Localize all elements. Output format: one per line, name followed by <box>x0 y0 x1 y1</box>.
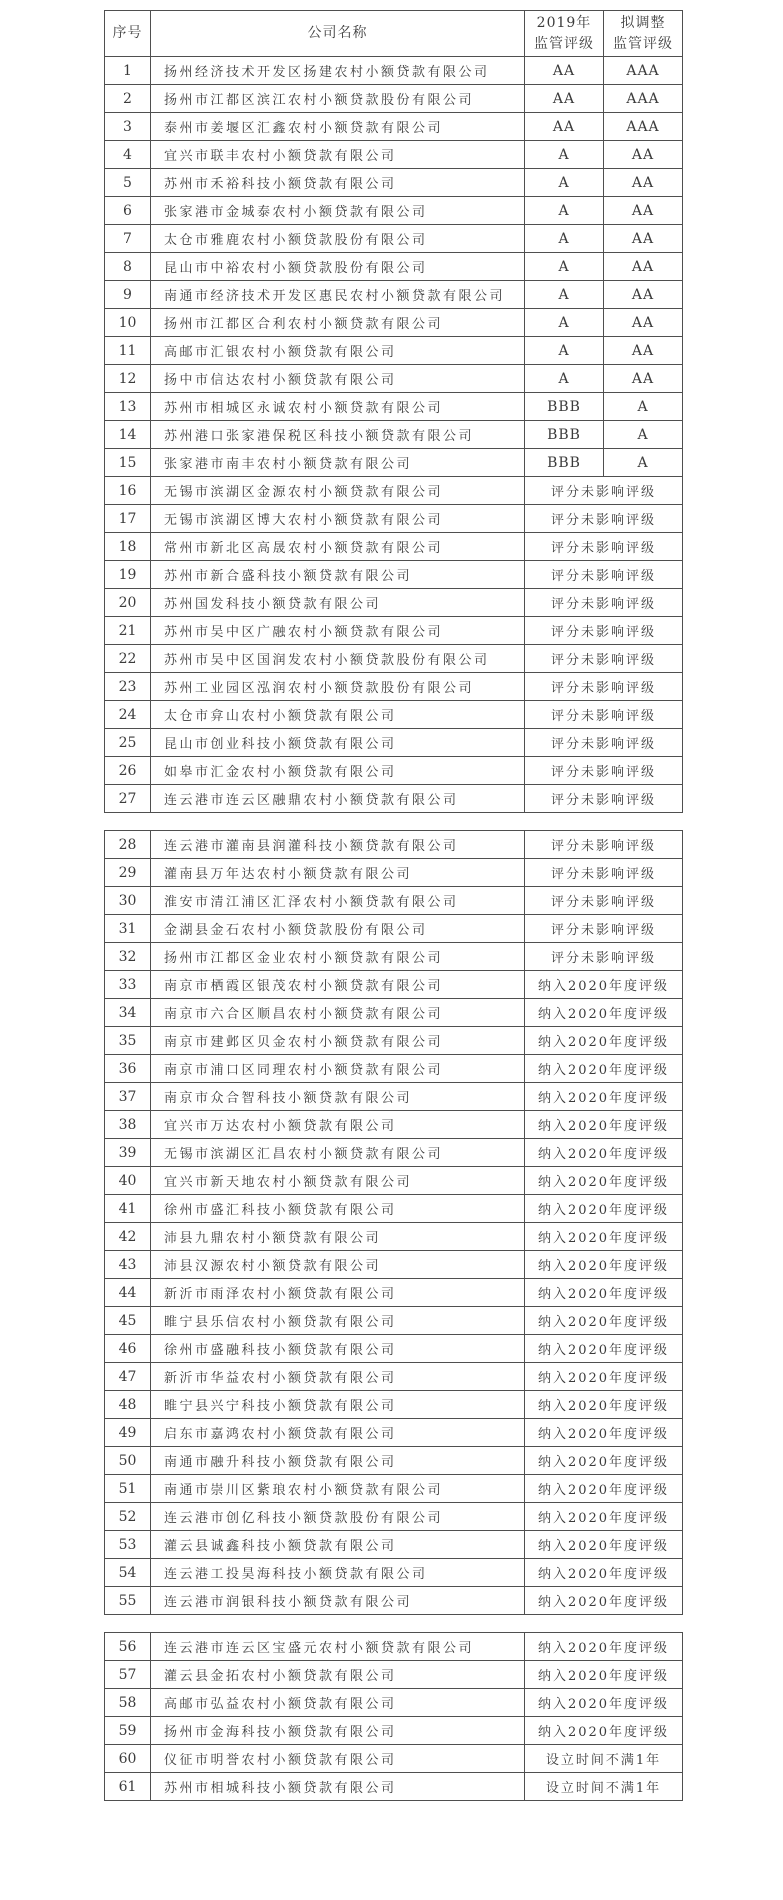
row-rating-note: 纳入2020年度评级 <box>525 1717 683 1745</box>
row-seq: 46 <box>105 1335 151 1363</box>
table-row <box>105 999 683 1027</box>
row-seq: 48 <box>105 1391 151 1419</box>
row-company-name: 南京市浦口区同理农村小额贷款有限公司 <box>151 1055 525 1083</box>
row-seq: 17 <box>105 505 151 533</box>
row-rating-note: 评分未影响评级 <box>525 645 683 673</box>
row-company-name: 苏州市吴中区广融农村小额贷款有限公司 <box>151 617 525 645</box>
row-company-name: 如皋市汇金农村小额贷款有限公司 <box>151 757 525 785</box>
row-seq: 36 <box>105 1055 151 1083</box>
rating-table-segment-1 <box>104 10 683 813</box>
row-rating-2019: A <box>525 253 604 281</box>
rating-table-segment-2 <box>104 830 683 1615</box>
table-row <box>105 1559 683 1587</box>
rating-table-segment-3 <box>104 1632 683 1801</box>
table-row <box>105 1167 683 1195</box>
row-company-name: 扬州市江都区合利农村小额贷款有限公司 <box>151 309 525 337</box>
row-rating-proposed: AA <box>604 281 683 309</box>
row-seq: 23 <box>105 673 151 701</box>
header-line: 2019年 <box>536 15 592 32</box>
row-seq: 28 <box>105 831 151 859</box>
table-row <box>105 1661 683 1689</box>
row-seq: 35 <box>105 1027 151 1055</box>
table-row <box>105 253 683 281</box>
row-rating-proposed: AA <box>604 169 683 197</box>
row-rating-note: 纳入2020年度评级 <box>525 1027 683 1055</box>
row-company-name: 南京市建邺区贝金农村小额贷款有限公司 <box>151 1027 525 1055</box>
row-rating-note: 纳入2020年度评级 <box>525 1083 683 1111</box>
table-row <box>105 1391 683 1419</box>
table-row <box>105 757 683 785</box>
table-row <box>105 1633 683 1661</box>
row-rating-note: 纳入2020年度评级 <box>525 1531 683 1559</box>
table-row <box>105 1027 683 1055</box>
row-seq: 12 <box>105 365 151 393</box>
row-seq: 15 <box>105 449 151 477</box>
row-company-name: 昆山市中裕农村小额贷款股份有限公司 <box>151 253 525 281</box>
row-company-name: 宜兴市新天地农村小额贷款有限公司 <box>151 1167 525 1195</box>
row-rating-note: 纳入2020年度评级 <box>525 1661 683 1689</box>
row-seq: 18 <box>105 533 151 561</box>
row-seq: 22 <box>105 645 151 673</box>
row-seq: 32 <box>105 943 151 971</box>
row-seq: 56 <box>105 1633 151 1661</box>
col-header-company: 公司名称 <box>151 11 525 57</box>
row-seq: 7 <box>105 225 151 253</box>
row-rating-2019: AA <box>525 85 604 113</box>
row-seq: 27 <box>105 785 151 813</box>
row-rating-note: 纳入2020年度评级 <box>525 1633 683 1661</box>
row-company-name: 常州市新北区高晟农村小额贷款有限公司 <box>151 533 525 561</box>
table-row <box>105 85 683 113</box>
row-company-name: 启东市嘉鸿农村小额贷款有限公司 <box>151 1419 525 1447</box>
row-rating-proposed: AA <box>604 365 683 393</box>
row-rating-note: 评分未影响评级 <box>525 617 683 645</box>
row-company-name: 无锡市滨湖区汇昌农村小额贷款有限公司 <box>151 1139 525 1167</box>
table-row <box>105 1335 683 1363</box>
row-rating-2019: A <box>525 309 604 337</box>
row-seq: 43 <box>105 1251 151 1279</box>
table-row <box>105 887 683 915</box>
table-row <box>105 337 683 365</box>
table-row <box>105 477 683 505</box>
table-row <box>105 449 683 477</box>
row-rating-note: 纳入2020年度评级 <box>525 1475 683 1503</box>
row-seq: 3 <box>105 113 151 141</box>
row-rating-note: 评分未影响评级 <box>525 561 683 589</box>
row-company-name: 泰州市姜堰区汇鑫农村小额贷款有限公司 <box>151 113 525 141</box>
row-company-name: 徐州市盛汇科技小额贷款有限公司 <box>151 1195 525 1223</box>
row-seq: 6 <box>105 197 151 225</box>
row-seq: 54 <box>105 1559 151 1587</box>
row-company-name: 仪征市明誉农村小额贷款有限公司 <box>151 1745 525 1773</box>
row-seq: 14 <box>105 421 151 449</box>
table-row <box>105 225 683 253</box>
row-rating-note: 纳入2020年度评级 <box>525 1307 683 1335</box>
row-rating-note: 评分未影响评级 <box>525 785 683 813</box>
row-rating-note: 评分未影响评级 <box>525 943 683 971</box>
table-row <box>105 971 683 999</box>
row-rating-proposed: A <box>604 421 683 449</box>
row-seq: 13 <box>105 393 151 421</box>
row-company-name: 苏州市禾裕科技小额贷款有限公司 <box>151 169 525 197</box>
row-company-name: 沛县汉源农村小额贷款有限公司 <box>151 1251 525 1279</box>
table-row <box>105 645 683 673</box>
row-rating-proposed: AAA <box>604 85 683 113</box>
row-rating-2019: A <box>525 365 604 393</box>
col-header-proposed-rating <box>604 11 683 57</box>
row-rating-proposed: AA <box>604 337 683 365</box>
row-rating-2019: AA <box>525 113 604 141</box>
table-row <box>105 1587 683 1615</box>
row-company-name: 无锡市滨湖区博大农村小额贷款有限公司 <box>151 505 525 533</box>
row-seq: 38 <box>105 1111 151 1139</box>
row-company-name: 南京市六合区顺昌农村小额贷款有限公司 <box>151 999 525 1027</box>
row-company-name: 扬州市江都区滨江农村小额贷款股份有限公司 <box>151 85 525 113</box>
row-rating-note: 纳入2020年度评级 <box>525 1139 683 1167</box>
row-company-name: 无锡市滨湖区金源农村小额贷款有限公司 <box>151 477 525 505</box>
row-rating-note: 纳入2020年度评级 <box>525 1055 683 1083</box>
row-company-name: 扬中市信达农村小额贷款有限公司 <box>151 365 525 393</box>
row-rating-proposed: A <box>604 449 683 477</box>
row-company-name: 扬州市金海科技小额贷款有限公司 <box>151 1717 525 1745</box>
row-company-name: 徐州市盛融科技小额贷款有限公司 <box>151 1335 525 1363</box>
row-rating-note: 纳入2020年度评级 <box>525 1111 683 1139</box>
row-company-name: 南通市经济技术开发区惠民农村小额贷款有限公司 <box>151 281 525 309</box>
row-company-name: 连云港市连云区融鼎农村小额贷款有限公司 <box>151 785 525 813</box>
table-row <box>105 1251 683 1279</box>
row-seq: 2 <box>105 85 151 113</box>
row-rating-note: 纳入2020年度评级 <box>525 1223 683 1251</box>
row-seq: 11 <box>105 337 151 365</box>
row-rating-note: 纳入2020年度评级 <box>525 1559 683 1587</box>
row-rating-proposed: AAA <box>604 57 683 85</box>
row-company-name: 张家港市南丰农村小额贷款有限公司 <box>151 449 525 477</box>
row-seq: 29 <box>105 859 151 887</box>
table-row <box>105 1689 683 1717</box>
col-header-seq: 序号 <box>105 11 151 57</box>
row-company-name: 淮安市清江浦区汇泽农村小额贷款有限公司 <box>151 887 525 915</box>
row-rating-note: 纳入2020年度评级 <box>525 1195 683 1223</box>
table-row <box>105 1195 683 1223</box>
header-row <box>105 11 683 57</box>
row-seq: 58 <box>105 1689 151 1717</box>
row-company-name: 宜兴市万达农村小额贷款有限公司 <box>151 1111 525 1139</box>
table-row <box>105 169 683 197</box>
row-company-name: 金湖县金石农村小额贷款股份有限公司 <box>151 915 525 943</box>
row-seq: 49 <box>105 1419 151 1447</box>
table-row <box>105 915 683 943</box>
row-rating-2019: AA <box>525 57 604 85</box>
row-seq: 16 <box>105 477 151 505</box>
table-row <box>105 831 683 859</box>
row-rating-note: 纳入2020年度评级 <box>525 1587 683 1615</box>
row-rating-2019: A <box>525 197 604 225</box>
row-rating-proposed: AA <box>604 309 683 337</box>
table-row <box>105 1307 683 1335</box>
row-company-name: 连云港市灌南县润灌科技小额贷款有限公司 <box>151 831 525 859</box>
table-row <box>105 57 683 85</box>
row-company-name: 南京市众合智科技小额贷款有限公司 <box>151 1083 525 1111</box>
row-rating-note: 评分未影响评级 <box>525 505 683 533</box>
table-row <box>105 197 683 225</box>
row-company-name: 太仓市雅鹿农村小额贷款股份有限公司 <box>151 225 525 253</box>
row-rating-note: 评分未影响评级 <box>525 589 683 617</box>
row-rating-note: 评分未影响评级 <box>525 757 683 785</box>
table-row <box>105 785 683 813</box>
row-company-name: 连云港市创亿科技小额贷款股份有限公司 <box>151 1503 525 1531</box>
row-rating-note: 评分未影响评级 <box>525 915 683 943</box>
row-company-name: 苏州市相城区永诚农村小额贷款有限公司 <box>151 393 525 421</box>
row-seq: 9 <box>105 281 151 309</box>
row-rating-proposed: AA <box>604 141 683 169</box>
table-row <box>105 1111 683 1139</box>
table-row <box>105 393 683 421</box>
row-rating-2019: A <box>525 225 604 253</box>
row-rating-note: 评分未影响评级 <box>525 729 683 757</box>
row-rating-note: 评分未影响评级 <box>525 477 683 505</box>
row-rating-2019: BBB <box>525 449 604 477</box>
row-seq: 42 <box>105 1223 151 1251</box>
table-row <box>105 701 683 729</box>
row-company-name: 连云港市润银科技小额贷款有限公司 <box>151 1587 525 1615</box>
row-rating-2019: BBB <box>525 421 604 449</box>
row-rating-proposed: A <box>604 393 683 421</box>
row-seq: 21 <box>105 617 151 645</box>
table-row <box>105 141 683 169</box>
row-company-name: 高邮市汇银农村小额贷款有限公司 <box>151 337 525 365</box>
table-row <box>105 943 683 971</box>
row-company-name: 高邮市弘益农村小额贷款有限公司 <box>151 1689 525 1717</box>
row-company-name: 张家港市金城泰农村小额贷款有限公司 <box>151 197 525 225</box>
table-row <box>105 729 683 757</box>
row-seq: 51 <box>105 1475 151 1503</box>
table-row <box>105 1503 683 1531</box>
row-rating-note: 纳入2020年度评级 <box>525 1335 683 1363</box>
table-row <box>105 617 683 645</box>
col-header-rating-2019 <box>525 11 604 57</box>
row-seq: 31 <box>105 915 151 943</box>
table-row <box>105 309 683 337</box>
row-rating-note: 纳入2020年度评级 <box>525 1447 683 1475</box>
row-seq: 57 <box>105 1661 151 1689</box>
row-seq: 19 <box>105 561 151 589</box>
row-seq: 55 <box>105 1587 151 1615</box>
row-company-name: 睢宁县乐信农村小额贷款有限公司 <box>151 1307 525 1335</box>
row-rating-note: 评分未影响评级 <box>525 859 683 887</box>
row-company-name: 苏州市相城科技小额贷款有限公司 <box>151 1773 525 1801</box>
row-rating-note: 纳入2020年度评级 <box>525 1167 683 1195</box>
table-row <box>105 673 683 701</box>
row-rating-2019: A <box>525 337 604 365</box>
row-company-name: 新沂市华益农村小额贷款有限公司 <box>151 1363 525 1391</box>
table-row <box>105 281 683 309</box>
row-rating-note: 评分未影响评级 <box>525 831 683 859</box>
row-rating-note: 设立时间不满1年 <box>525 1773 683 1801</box>
row-seq: 59 <box>105 1717 151 1745</box>
table-row <box>105 1773 683 1801</box>
row-seq: 40 <box>105 1167 151 1195</box>
row-seq: 8 <box>105 253 151 281</box>
table-row <box>105 1531 683 1559</box>
row-company-name: 扬州经济技术开发区扬建农村小额贷款有限公司 <box>151 57 525 85</box>
row-company-name: 昆山市创业科技小额贷款有限公司 <box>151 729 525 757</box>
row-rating-2019: A <box>525 169 604 197</box>
row-seq: 30 <box>105 887 151 915</box>
table-row <box>105 421 683 449</box>
row-seq: 39 <box>105 1139 151 1167</box>
row-company-name: 南京市栖霞区银茂农村小额贷款有限公司 <box>151 971 525 999</box>
table-row <box>105 1717 683 1745</box>
row-company-name: 宜兴市联丰农村小额贷款有限公司 <box>151 141 525 169</box>
table-row <box>105 1223 683 1251</box>
row-seq: 34 <box>105 999 151 1027</box>
table-row <box>105 533 683 561</box>
row-rating-2019: A <box>525 141 604 169</box>
row-rating-note: 纳入2020年度评级 <box>525 971 683 999</box>
table-row <box>105 1745 683 1773</box>
row-rating-note: 纳入2020年度评级 <box>525 1391 683 1419</box>
row-rating-note: 评分未影响评级 <box>525 701 683 729</box>
table-row <box>105 1363 683 1391</box>
table-row <box>105 859 683 887</box>
row-rating-note: 纳入2020年度评级 <box>525 999 683 1027</box>
row-seq: 61 <box>105 1773 151 1801</box>
table-row <box>105 1475 683 1503</box>
header-line: 监管评级 <box>534 35 594 52</box>
row-company-name: 连云港工投昊海科技小额贷款有限公司 <box>151 1559 525 1587</box>
row-seq: 52 <box>105 1503 151 1531</box>
row-rating-note: 纳入2020年度评级 <box>525 1503 683 1531</box>
table-row <box>105 589 683 617</box>
row-company-name: 扬州市江都区金业农村小额贷款有限公司 <box>151 943 525 971</box>
row-company-name: 新沂市雨泽农村小额贷款有限公司 <box>151 1279 525 1307</box>
row-seq: 53 <box>105 1531 151 1559</box>
row-seq: 5 <box>105 169 151 197</box>
row-seq: 47 <box>105 1363 151 1391</box>
table-row <box>105 1447 683 1475</box>
row-company-name: 南通市融升科技小额贷款有限公司 <box>151 1447 525 1475</box>
row-company-name: 苏州工业园区泓润农村小额贷款股份有限公司 <box>151 673 525 701</box>
row-company-name: 灌云县金拓农村小额贷款有限公司 <box>151 1661 525 1689</box>
table-row <box>105 561 683 589</box>
row-seq: 44 <box>105 1279 151 1307</box>
row-seq: 10 <box>105 309 151 337</box>
table-row <box>105 1419 683 1447</box>
row-seq: 50 <box>105 1447 151 1475</box>
row-rating-note: 纳入2020年度评级 <box>525 1251 683 1279</box>
row-rating-note: 纳入2020年度评级 <box>525 1689 683 1717</box>
row-seq: 37 <box>105 1083 151 1111</box>
row-seq: 26 <box>105 757 151 785</box>
table-row <box>105 1083 683 1111</box>
row-rating-note: 评分未影响评级 <box>525 533 683 561</box>
table-row <box>105 1055 683 1083</box>
row-company-name: 连云港市连云区宝盛元农村小额贷款有限公司 <box>151 1633 525 1661</box>
row-seq: 1 <box>105 57 151 85</box>
row-company-name: 太仓市弇山农村小额贷款有限公司 <box>151 701 525 729</box>
row-rating-2019: A <box>525 281 604 309</box>
row-company-name: 南通市崇川区紫琅农村小额贷款有限公司 <box>151 1475 525 1503</box>
row-seq: 4 <box>105 141 151 169</box>
table-row <box>105 1139 683 1167</box>
table-row <box>105 113 683 141</box>
row-seq: 20 <box>105 589 151 617</box>
row-company-name: 苏州市吴中区国润发农村小额贷款股份有限公司 <box>151 645 525 673</box>
table-row <box>105 365 683 393</box>
row-rating-note: 评分未影响评级 <box>525 887 683 915</box>
row-company-name: 苏州国发科技小额贷款有限公司 <box>151 589 525 617</box>
row-rating-note: 纳入2020年度评级 <box>525 1419 683 1447</box>
row-company-name: 苏州港口张家港保税区科技小额贷款有限公司 <box>151 421 525 449</box>
row-company-name: 苏州市新合盛科技小额贷款有限公司 <box>151 561 525 589</box>
table-row <box>105 505 683 533</box>
row-rating-proposed: AA <box>604 253 683 281</box>
row-rating-proposed: AAA <box>604 113 683 141</box>
header-line: 监管评级 <box>613 35 673 52</box>
row-company-name: 沛县九鼎农村小额贷款有限公司 <box>151 1223 525 1251</box>
row-seq: 45 <box>105 1307 151 1335</box>
table-row <box>105 1279 683 1307</box>
row-rating-2019: BBB <box>525 393 604 421</box>
row-rating-note: 评分未影响评级 <box>525 673 683 701</box>
row-company-name: 睢宁县兴宁科技小额贷款有限公司 <box>151 1391 525 1419</box>
row-rating-note: 设立时间不满1年 <box>525 1745 683 1773</box>
row-company-name: 灌云县诚鑫科技小额贷款有限公司 <box>151 1531 525 1559</box>
row-rating-proposed: AA <box>604 197 683 225</box>
row-seq: 41 <box>105 1195 151 1223</box>
row-company-name: 灌南县万年达农村小额贷款有限公司 <box>151 859 525 887</box>
row-seq: 33 <box>105 971 151 999</box>
row-rating-note: 纳入2020年度评级 <box>525 1279 683 1307</box>
row-seq: 25 <box>105 729 151 757</box>
row-rating-proposed: AA <box>604 225 683 253</box>
row-seq: 60 <box>105 1745 151 1773</box>
header-line: 拟调整 <box>620 15 666 32</box>
row-seq: 24 <box>105 701 151 729</box>
row-rating-note: 纳入2020年度评级 <box>525 1363 683 1391</box>
